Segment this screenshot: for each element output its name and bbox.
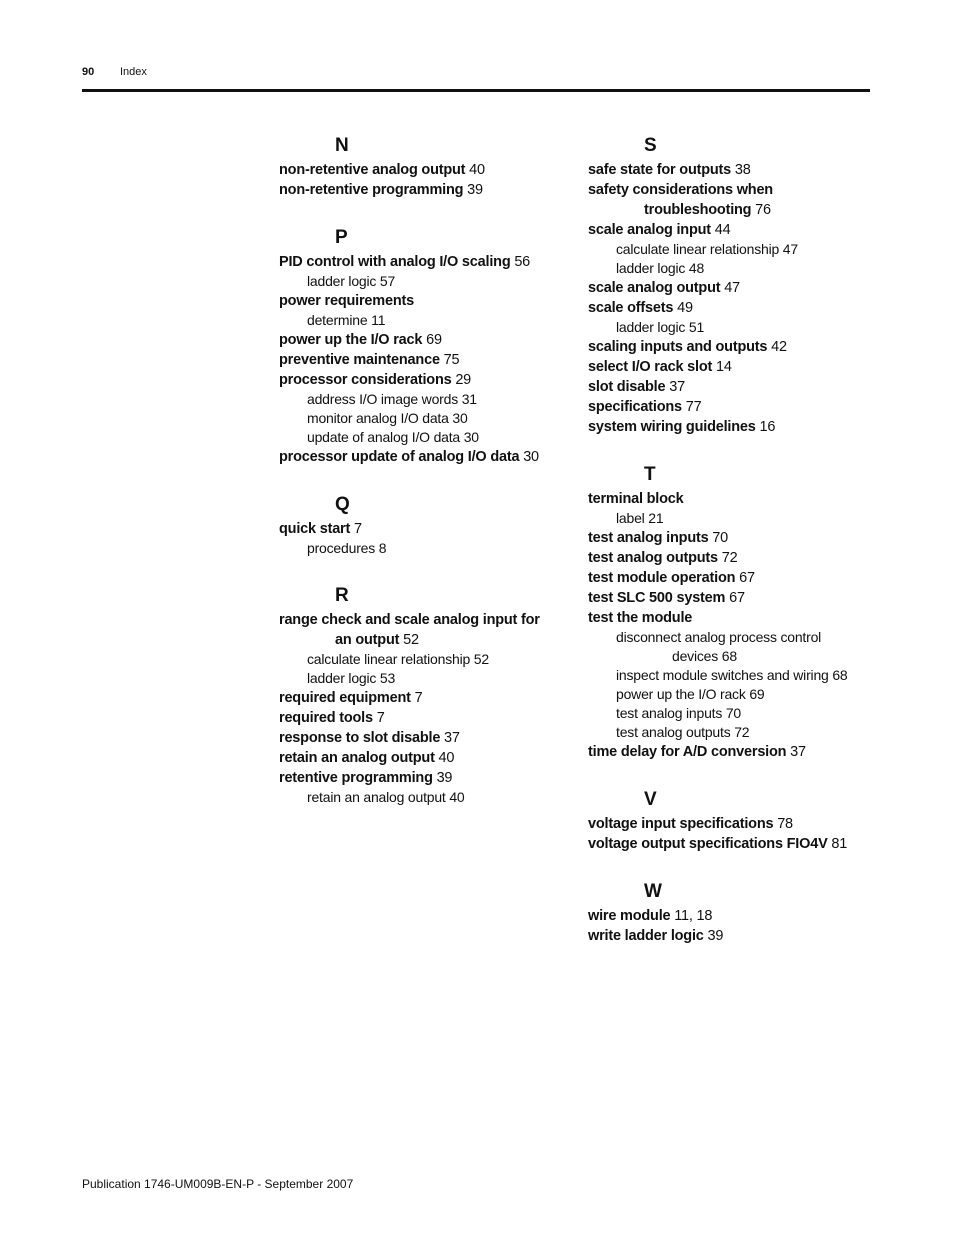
index-term: system wiring guidelines xyxy=(588,419,756,435)
index-subentry-text: determine 11 xyxy=(307,312,386,328)
index-subentry xyxy=(279,669,579,688)
index-letter-heading: W xyxy=(644,881,662,902)
index-term: power up the I/O rack xyxy=(279,332,423,348)
index-subentry-text: ladder logic 53 xyxy=(307,670,396,686)
index-page-refs: 81 xyxy=(827,836,848,852)
index-subentry xyxy=(279,409,579,428)
index-page-refs: 75 xyxy=(439,352,460,368)
index-page-refs: 30 xyxy=(519,449,539,465)
index-entry xyxy=(279,447,579,467)
index-subentry xyxy=(588,240,888,259)
index-term: specifications xyxy=(588,399,682,415)
index-subentry xyxy=(279,788,579,807)
index-letter-group xyxy=(588,786,888,854)
index-entry xyxy=(588,742,888,762)
index-entry xyxy=(588,180,888,220)
index-term: safe state for outputs xyxy=(588,162,732,178)
index-page-refs: 70 xyxy=(708,530,729,546)
index-letter-group xyxy=(588,878,888,946)
index-entry xyxy=(279,610,579,650)
index-entry xyxy=(588,278,888,298)
index-subentry-text: update of analog I/O data 30 xyxy=(307,429,479,445)
index-entry xyxy=(588,834,888,854)
index-term: quick start xyxy=(279,521,351,537)
index-page-refs: 7 xyxy=(410,690,423,706)
index-term: retentive programming xyxy=(279,770,433,786)
header-rule xyxy=(82,89,870,92)
running-header xyxy=(82,66,147,78)
index-subentry-text: calculate linear relationship 52 xyxy=(307,651,489,667)
index-subentry xyxy=(279,428,579,447)
index-subentry-continuation: devices 68 xyxy=(672,648,737,664)
index-subentry xyxy=(279,539,579,558)
index-page-refs: 40 xyxy=(434,750,455,766)
index-page-refs: 39 xyxy=(432,770,453,786)
index-entry xyxy=(279,350,579,370)
index-entry xyxy=(588,417,888,437)
index-subentry xyxy=(588,666,888,685)
index-page-refs: 44 xyxy=(710,222,731,238)
index-subentry-text: ladder logic 51 xyxy=(616,319,705,335)
index-term: select I/O rack slot xyxy=(588,359,713,375)
index-term: test analog inputs xyxy=(588,530,709,546)
index-letter-group xyxy=(588,132,888,437)
index-page-refs: 39 xyxy=(463,182,483,198)
index-subentry-text: monitor analog I/O data 30 xyxy=(307,410,468,426)
index-letter-heading: V xyxy=(644,789,657,810)
index-entry xyxy=(588,220,888,240)
index-term: PID control with analog I/O scaling xyxy=(279,254,511,270)
index-entry xyxy=(279,688,579,708)
index-term: response to slot disable xyxy=(279,730,441,746)
index-page-refs: 29 xyxy=(451,372,472,388)
index-term: range check and scale analog input for xyxy=(279,612,540,628)
index-term-continuation xyxy=(588,200,888,220)
index-entry xyxy=(588,926,888,946)
index-page-refs: 69 xyxy=(422,332,442,348)
index-term: safety considerations when xyxy=(588,182,773,198)
index-subentry xyxy=(279,650,579,669)
index-subentry xyxy=(588,723,888,742)
index-subentry-text: test analog outputs 72 xyxy=(616,724,750,740)
index-page-refs: 39 xyxy=(703,928,724,944)
index-column-left xyxy=(279,132,579,807)
index-term: processor update of analog I/O data xyxy=(279,449,520,465)
index-term: required equipment xyxy=(279,690,411,706)
index-page-refs: 72 xyxy=(717,550,738,566)
index-term: time delay for A/D conversion xyxy=(588,744,787,760)
index-entry xyxy=(279,748,579,768)
index-letter-group xyxy=(588,461,888,762)
index-page-refs: 56 xyxy=(510,254,531,270)
index-term: non-retentive programming xyxy=(279,182,464,198)
index-entry xyxy=(588,489,888,509)
index-entry xyxy=(279,252,579,272)
index-term: required tools xyxy=(279,710,373,726)
index-subentry xyxy=(279,390,579,409)
index-entry xyxy=(279,728,579,748)
index-subentry-text: test analog inputs 70 xyxy=(616,705,742,721)
index-entry xyxy=(279,330,579,350)
index-entry xyxy=(279,370,579,390)
index-page-refs: 78 xyxy=(773,816,793,832)
index-term: scale analog input xyxy=(588,222,711,238)
index-entry xyxy=(279,519,579,539)
index-subentry xyxy=(588,704,888,723)
index-page-refs: 49 xyxy=(673,300,693,316)
index-term-cont-text: troubleshooting xyxy=(644,202,752,218)
index-term: wire module xyxy=(588,908,671,924)
index-term: processor considerations xyxy=(279,372,452,388)
index-entry xyxy=(279,180,579,200)
index-term: test the module xyxy=(588,610,693,626)
index-entry xyxy=(279,708,579,728)
index-entry xyxy=(588,160,888,180)
index-page-refs: 77 xyxy=(681,399,702,415)
index-page-refs: 37 xyxy=(440,730,460,746)
index-letter-heading: N xyxy=(335,135,349,156)
index-entry xyxy=(279,768,579,788)
index-entry xyxy=(588,298,888,318)
index-entry xyxy=(588,548,888,568)
index-entry xyxy=(588,568,888,588)
index-page-refs: 11, 18 xyxy=(670,908,713,924)
index-term: terminal block xyxy=(588,491,684,507)
index-letter-group xyxy=(279,491,579,558)
index-entry xyxy=(279,160,579,180)
index-subentry-text: retain an analog output 40 xyxy=(307,789,465,805)
index-subentry-text: ladder logic 48 xyxy=(616,260,705,276)
index-page-refs: 67 xyxy=(735,570,755,586)
index-subentry-text: inspect module switches and wiring 68 xyxy=(616,667,848,683)
index-page-refs: 38 xyxy=(731,162,751,178)
index-entry xyxy=(588,906,888,926)
index-subentry-text: ladder logic 57 xyxy=(307,273,396,289)
index-subentry-text: address I/O image words 31 xyxy=(307,391,477,407)
index-term: scale analog output xyxy=(588,280,721,296)
index-page-refs: 7 xyxy=(350,521,362,537)
index-term: slot disable xyxy=(588,379,666,395)
index-entry xyxy=(588,588,888,608)
index-letter-group xyxy=(279,224,579,467)
index-page-refs: 16 xyxy=(755,419,776,435)
index-term: preventive maintenance xyxy=(279,352,440,368)
index-page-refs: 76 xyxy=(751,202,771,218)
index-term: scale offsets xyxy=(588,300,674,316)
index-column-right xyxy=(588,132,888,946)
index-letter-heading: S xyxy=(644,135,657,156)
index-entry xyxy=(588,357,888,377)
index-page-refs: 40 xyxy=(465,162,485,178)
index-page-refs: 37 xyxy=(786,744,806,760)
index-entry xyxy=(588,397,888,417)
publication-footer: Publication 1746-UM009B-EN-P - September 2007 xyxy=(82,1177,354,1191)
index-subentry xyxy=(588,509,888,528)
index-entry xyxy=(588,337,888,357)
index-subentry xyxy=(588,318,888,337)
index-letter-heading: Q xyxy=(335,494,350,515)
index-page-refs: 42 xyxy=(767,339,787,355)
index-entry xyxy=(588,814,888,834)
index-term: test module operation xyxy=(588,570,736,586)
index-entry xyxy=(588,528,888,548)
index-page-refs: 52 xyxy=(399,632,419,648)
page-number: 90 xyxy=(82,66,95,78)
index-term: retain an analog output xyxy=(279,750,435,766)
section-title: Index xyxy=(120,66,147,78)
index-subentry xyxy=(279,272,579,291)
index-term: voltage input specifications xyxy=(588,816,774,832)
index-page-refs: 47 xyxy=(720,280,740,296)
index-term: write ladder logic xyxy=(588,928,704,944)
index-entry xyxy=(279,291,579,311)
index-term-cont-text: an output xyxy=(335,632,400,648)
index-subentry-text: disconnect analog process control xyxy=(616,629,822,645)
index-subentry-text: calculate linear relationship 47 xyxy=(616,241,798,257)
index-subentry-text: label 21 xyxy=(616,510,664,526)
index-page-refs: 14 xyxy=(712,359,732,375)
index-subentry xyxy=(588,259,888,278)
index-term: power requirements xyxy=(279,293,414,309)
index-term: scaling inputs and outputs xyxy=(588,339,768,355)
index-letter-heading: R xyxy=(335,585,349,606)
index-page-refs: 67 xyxy=(725,590,745,606)
index-term-continuation xyxy=(279,630,579,650)
index-subentry xyxy=(279,311,579,330)
index-term: test analog outputs xyxy=(588,550,718,566)
index-entry xyxy=(588,608,888,628)
index-letter-group xyxy=(279,132,579,200)
index-subentry-text: procedures 8 xyxy=(307,540,387,556)
index-letter-heading: T xyxy=(644,464,656,485)
index-page-refs: 7 xyxy=(372,710,385,726)
index-term: test SLC 500 system xyxy=(588,590,726,606)
index-page-refs: 37 xyxy=(665,379,685,395)
index-term: non-retentive analog output xyxy=(279,162,466,178)
index-letter-group xyxy=(279,582,579,807)
index-subentry xyxy=(588,685,888,704)
index-subentry-text: power up the I/O rack 69 xyxy=(616,686,765,702)
index-entry xyxy=(588,377,888,397)
index-term: voltage output specifications FIO4V xyxy=(588,836,828,852)
index-letter-heading: P xyxy=(335,227,348,248)
index-subentry xyxy=(588,628,888,666)
